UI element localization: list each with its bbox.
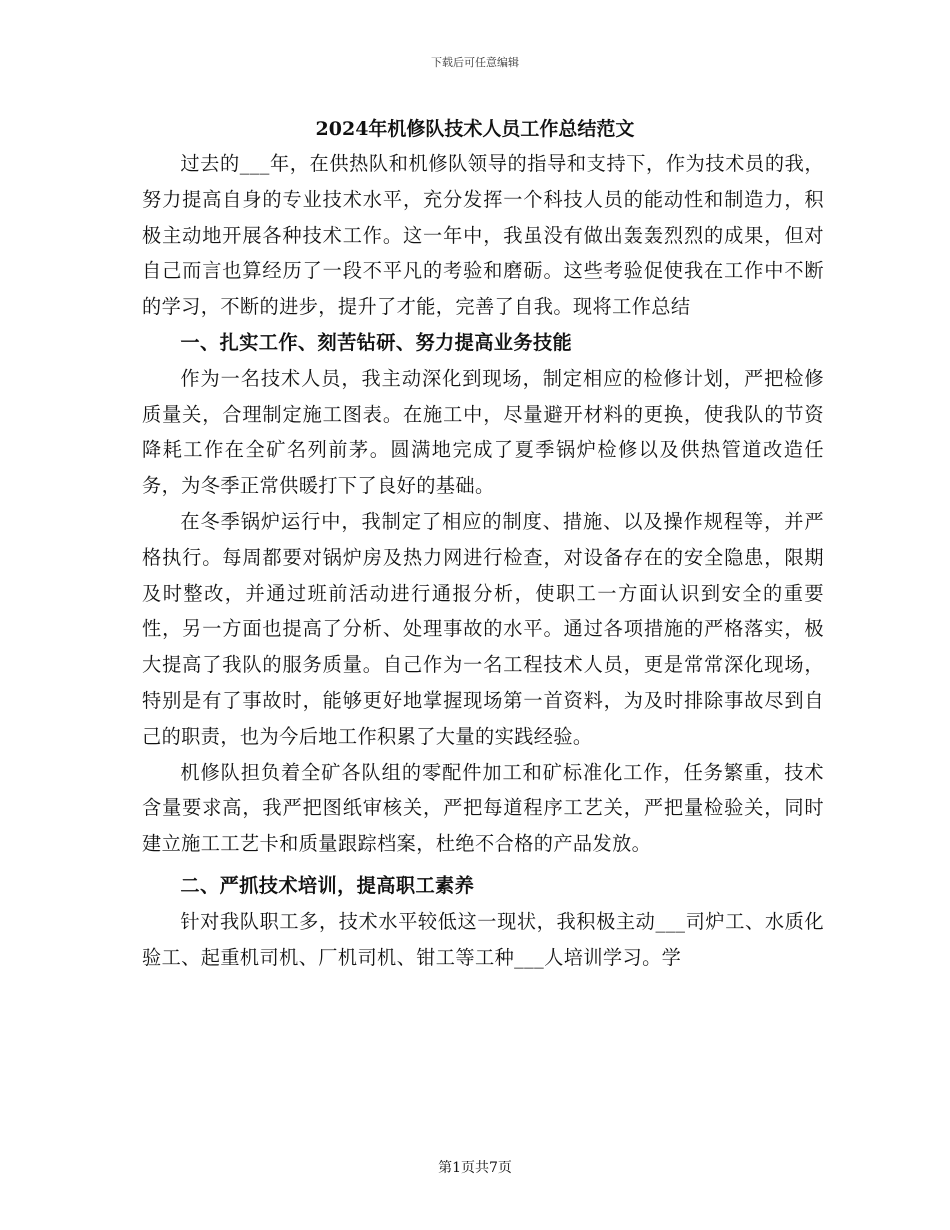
paragraph-maintenance: 作为一名技术人员，我主动深化到现场，制定相应的检修计划，严把检修质量关，合理制定施工图表。在施工中，尽量避开材料的更换，使我队的节资降耗工作在全矿名列前茅。圆满地完成了夏季锅炉检修以及供热管道改造任务，为冬季正常供暖打下了良好的基础。 [142, 366, 824, 498]
section-heading-2: 二、严抓技术培训，提高职工素养 [180, 873, 475, 897]
paragraph-parts-processing: 机修队担负着全矿各队组的零配件加工和矿标准化工作，任务繁重，技术含量要求高，我严把图纸审核关，严把每道程序工艺关，严把量检验关，同时建立施工工艺卡和质量跟踪档案，杜绝不合格的产品发放。 [142, 760, 824, 856]
paragraph-intro: 过去的___年，在供热队和机修队领导的指导和支持下，作为技术员的我，努力提高自身的专业技术水平，充分发挥一个科技人员的能动性和制造力，积极主动地开展各种技术工作。这一年中，我虽没有做出轰轰烈烈的成果，但对自己而言也算经历了一段不平凡的考验和磨砺。这些考验促使我在工作中不断的学习，不断的进步，提升了才能，完善了自我。现将工作总结 [142, 152, 824, 319]
section-heading-1: 一、扎实工作、刻苦钻研、努力提高业务技能 [180, 330, 573, 354]
document-title: 2024年机修队技术人员工作总结范文 [315, 118, 635, 140]
paragraph-winter-boiler: 在冬季锅炉运行中，我制定了相应的制度、措施、以及操作规程等，并严格执行。每周都要对锅炉房及热力网进行检查，对设备存在的安全隐患，限期及时整改，并通过班前活动进行通报分析，使职工一方面认识到安全的重要性，另一方面也提高了分析、处理事故的水平。通过各项措施的严格落实，极大提高了我队的服务质量。自己作为一名工程技术人员，更是常常深化现场，特别是有了事故时，能够更好地掌握现场第一首资料，为及时排除事故尽到自己的职责，也为今后地工作积累了大量的实践经验。 [142, 509, 824, 748]
paragraph-training: 针对我队职工多，技术水平较低这一现状，我积极主动___司炉工、水质化验工、起重机司机、厂机司机、钳工等工种___人培训学习。学 [142, 909, 824, 969]
download-note: 下载后可任意编辑 [431, 56, 519, 69]
page-number: 第1页共7页 [438, 1160, 512, 1176]
document-body [142, 146, 824, 975]
